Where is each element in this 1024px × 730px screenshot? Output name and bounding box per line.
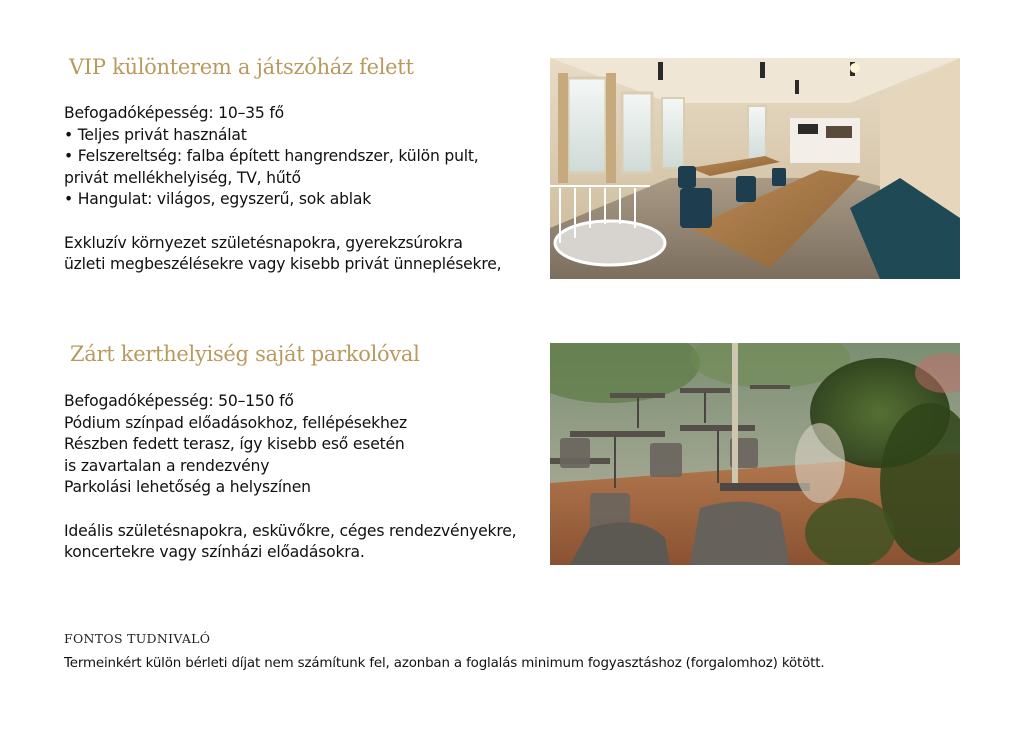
garden-feature-covered-cont: is zavartalan a rendezvény xyxy=(64,456,270,475)
garden-details xyxy=(64,391,516,564)
garden-description-line-1: Ideális születésnapokra, esküvőkre, céges rendezvényekre, xyxy=(64,521,517,540)
vip-room-details xyxy=(64,103,501,276)
vip-description-line-1: Exkluzív környezet születésnapokra, gyerekzsúrokra xyxy=(64,233,463,252)
vip-room-title: VIP különterem a játszóház felett xyxy=(69,55,414,79)
garden-description-line-2: koncertekre vagy színházi előadásokra. xyxy=(64,543,365,562)
vip-feature-equipment-cont: privát mellékhelyiség, TV, hűtő xyxy=(64,168,301,187)
vip-feature-atmosphere: • Hangulat: világos, egyszerű, sok ablak xyxy=(64,190,372,209)
garden-feature-parking: Parkolási lehetőség a helyszínen xyxy=(64,478,311,497)
notice-heading: FONTOS TUDNIVALÓ xyxy=(64,631,211,646)
vip-capacity: Befogadóképesség: 10–35 fő xyxy=(64,104,284,122)
vip-description-line-2: üzleti megbeszélésekre vagy kisebb privát ünneplésekre, xyxy=(64,255,502,274)
vip-feature-private: • Teljes privát használat xyxy=(64,125,247,144)
garden-capacity: Befogadóképesség: 50–150 fő xyxy=(64,392,294,410)
interior-room-photo xyxy=(550,58,960,279)
terrace-photo xyxy=(550,343,960,565)
garden-title: Zárt kerthelyiség saját parkolóval xyxy=(70,342,420,366)
garden-feature-covered: Részben fedett terasz, így kisebb eső esetén xyxy=(64,435,405,454)
notice-text: Termeinkért külön bérleti díjat nem számítunk fel, azonban a foglalás minimum fogyasztáshoz (forgalomhoz) kötött. xyxy=(64,656,825,671)
garden-feature-stage: Pódium színpad előadásokhoz, fellépésekhez xyxy=(64,413,408,432)
vip-feature-equipment: • Felszereltség: falba épített hangrendszer, külön pult, xyxy=(64,147,479,166)
